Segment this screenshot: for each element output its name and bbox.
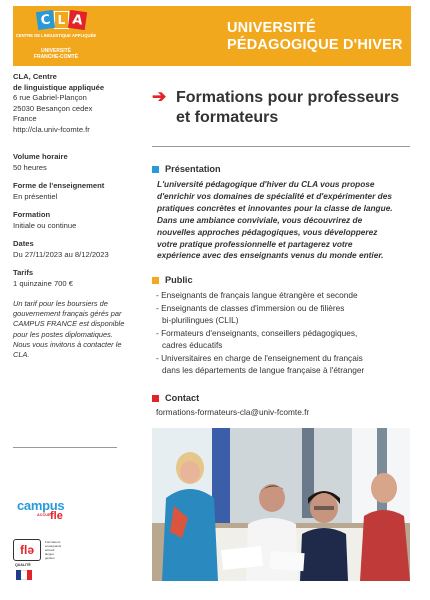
fle-text-line: Formateurs (45, 540, 61, 544)
contact-title: Contact (165, 393, 200, 403)
fle-logo-text (45, 540, 75, 560)
note-line: CAMPUS FRANCE est disponible (13, 319, 125, 329)
note-line: Nous vous invitons à contacter le (13, 339, 122, 349)
address-city: 25030 Besançon cedex (13, 103, 93, 113)
address-street: 6 rue Gabriel-Plançon (13, 93, 87, 102)
cla-logo[interactable] (13, 6, 99, 66)
bursary-note (13, 299, 135, 360)
list-item-line: - Universitaires en charge de l'enseignement du français (156, 352, 363, 363)
list-item (156, 302, 411, 327)
campus-france-logo (17, 498, 77, 522)
presentation-title: Présentation (165, 164, 221, 174)
list-item-line: cadres éducatifs (162, 340, 223, 350)
presentation-text (157, 179, 410, 262)
tarifs-label: Tarifs (13, 268, 34, 277)
note-line: pour les postes diplomatiques. (13, 329, 113, 339)
presentation-line: Dans une ambiance conviviale, vous découvrirez de (157, 214, 363, 225)
french-flag-icon (16, 570, 32, 580)
list-item-line: - Formateurs d'enseignants, conseillers pédagogiques, (156, 327, 358, 338)
forme-block (13, 181, 135, 202)
arrow-right-icon: ➔ (152, 87, 167, 106)
title-divider (152, 146, 410, 147)
volume-value: 50 heures (13, 162, 47, 172)
logo-tile-l: L (54, 11, 69, 29)
volume-block (13, 152, 135, 173)
contact-email-link[interactable]: formations-formateurs-cla@univ-fcomte.fr (156, 407, 310, 417)
title-line: et formateurs (176, 109, 279, 126)
note-line: gouvernement français gérés par (13, 309, 122, 319)
campus-logo-sub: ACCUEIL (37, 513, 54, 517)
formation-label: Formation (13, 210, 51, 219)
header-title-line: PÉDAGOGIQUE D'HIVER (227, 37, 403, 53)
public-heading (152, 275, 193, 285)
header-banner (13, 6, 411, 66)
tarifs-value: 1 quinzaine 700 € (13, 278, 73, 288)
address-url-link[interactable]: http://cla.univ-fcomte.fr (13, 124, 90, 134)
public-list (156, 289, 411, 377)
square-bullet-icon (152, 166, 159, 173)
campus-logo-text: campus (17, 498, 65, 513)
presentation-heading (152, 164, 221, 174)
square-bullet-icon (152, 277, 159, 284)
list-item-line: - Enseignants de classes d'immersion ou de filières (156, 302, 345, 313)
presentation-line: votre pratique professionnelle et partagerez votre (157, 238, 353, 249)
list-item-line: bi-plurilingues (CLIL) (162, 315, 239, 325)
fle-text-line: accueil (45, 548, 55, 552)
logo-tile-a: A (68, 10, 87, 30)
list-item-line: dans les départements de langue française à l'étranger (162, 365, 365, 375)
address-name: de linguistique appliquée (13, 82, 105, 92)
fle-text-line: langue (45, 552, 55, 556)
logo-univ-line: UNIVERSITÉ (40, 48, 71, 54)
header-title-line: UNIVERSITÉ (227, 20, 317, 36)
address-name: CLA, Centre (13, 72, 57, 81)
presentation-line: d'enrichir vos domaines de spécialité et d'expérimenter des (157, 190, 392, 201)
dates-value: Du 27/11/2023 au 8/12/2023 (13, 249, 109, 259)
presentation-line: pratiques concrètes et innovantes pour la classe de langue. (157, 202, 393, 213)
title-line: Formations pour professeurs (176, 89, 400, 106)
list-item-line: - Enseignants de français langue étrangère et seconde (156, 290, 358, 300)
qualite-label: QUALITÉ (15, 563, 31, 567)
square-bullet-icon (152, 395, 159, 402)
sidebar (13, 72, 135, 360)
sidebar-divider (13, 447, 117, 448)
list-item (156, 289, 411, 302)
contact-heading (152, 393, 199, 403)
classroom-photo (152, 428, 410, 581)
address-country: France (13, 114, 37, 123)
header-title (227, 20, 403, 54)
presentation-line: nouvelles approches pédagogiques, vous développerez (157, 226, 378, 237)
dates-block (13, 239, 135, 260)
address-block (13, 72, 135, 135)
list-item (156, 352, 411, 377)
formation-value: Initiale ou continue (13, 220, 77, 230)
presentation-line: L'université pédagogique d'hiver du CLA vous propose (157, 179, 375, 189)
page-title (176, 88, 399, 128)
list-item (156, 327, 411, 352)
logo-univ-line: FRANCHE-COMTÉ (33, 54, 79, 60)
dates-label: Dates (13, 239, 34, 248)
fle-text-line: gestion (45, 556, 55, 560)
fle-quality-logo: flə (13, 539, 41, 561)
logo-tile-c: C (36, 10, 55, 30)
logo-university (13, 48, 99, 60)
logo-subtitle: CENTRE DE LINGUISTIQUE APPLIQUÉE (15, 33, 97, 38)
public-title: Public (165, 275, 193, 285)
fle-text-line: enseignants (45, 544, 62, 548)
presentation-line: expérience avec des enseignants venus du monde entier. (157, 250, 384, 261)
formation-block (13, 210, 135, 231)
campus-logo-fle: fle (50, 510, 63, 522)
note-line: Un tarif pour les boursiers de (13, 299, 108, 308)
forme-label: Forme de l'enseignement (13, 181, 105, 190)
tarifs-block (13, 268, 135, 289)
volume-label: Volume horaire (13, 152, 68, 161)
forme-value: En présentiel (13, 191, 58, 201)
note-line: CLA. (13, 350, 30, 360)
